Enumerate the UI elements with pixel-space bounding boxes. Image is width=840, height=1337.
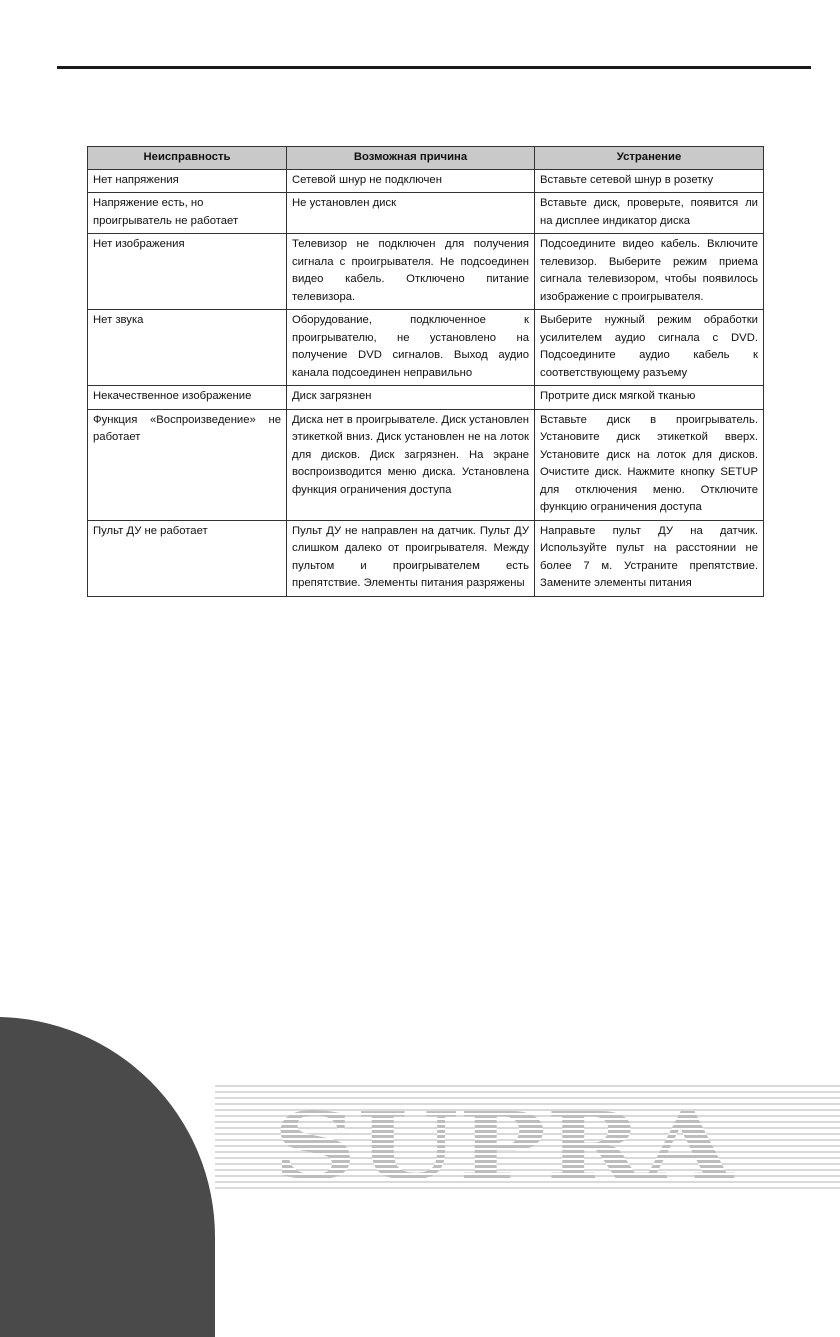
table-row xyxy=(88,234,764,310)
solution-cell: Направьте пульт ДУ на датчик. Используйте пульт на расстоянии не более 7 м. Устраните препятствие. Замените элементы питания xyxy=(535,520,764,596)
cause-cell: Диск загрязнен xyxy=(287,386,535,410)
cause-cell: Сетевой шнур не подключен xyxy=(287,169,535,193)
solution-cell: Протрите диск мягкой тканью xyxy=(535,386,764,410)
table-row xyxy=(88,386,764,410)
solution-cell: Вставьте диск в проигрыватель. Установите диск этикеткой вверх. Установите диск на лоток для дисков. Очистите диск. Нажмите кнопку SETUP для отключения меню. Отключите функцию ограничения доступа xyxy=(535,409,764,520)
header-solution: Устранение xyxy=(535,147,764,170)
cause-cell: Оборудование, подключенное к проигрывателю, не установлено на получение DVD сигналов. Выход аудио канала подсоединен неправильно xyxy=(287,310,535,386)
table-row xyxy=(88,409,764,520)
header-cause: Возможная причина xyxy=(287,147,535,170)
brand-logo-text: SUPRA xyxy=(273,1100,736,1185)
table-row xyxy=(88,169,764,193)
solution-cell: Вставьте сетевой шнур в розетку xyxy=(535,169,764,193)
table-header-row xyxy=(88,147,764,170)
problem-cell: Функция «Воспроизведение» не работает xyxy=(88,409,287,520)
header-problem: Неисправность xyxy=(88,147,287,170)
corner-decoration xyxy=(0,1017,215,1337)
solution-cell: Подсоедините видео кабель. Включите телевизор. Выберите режим приема сигнала телевизором, чтобы появилось изображение с проигрывателя. xyxy=(535,234,764,310)
header-rule xyxy=(57,66,811,69)
brand-logo xyxy=(268,1100,738,1185)
problem-cell: Пульт ДУ не работает xyxy=(88,520,287,596)
problem-cell: Нет звука xyxy=(88,310,287,386)
solution-cell: Выберите нужный режим обработки усилителем аудио сигнала с DVD. Подсоедините аудио кабель к соответствующему разъему xyxy=(535,310,764,386)
cause-cell: Телевизор не подключен для получения сигнала с проигрывателя. Не подсоединен видео кабель. Отключено питание телевизора. xyxy=(287,234,535,310)
cause-cell: Диска нет в проигрывателе. Диск установлен этикеткой вниз. Диск установлен не на лоток для дисков. Диск загрязнен. На экране воспроизводится меню диска. Установлена функция ограничения доступа xyxy=(287,409,535,520)
problem-cell: Некачественное изображение xyxy=(88,386,287,410)
problem-cell: Нет напряжения xyxy=(88,169,287,193)
table-row xyxy=(88,310,764,386)
problem-cell: Нет изображения xyxy=(88,234,287,310)
troubleshooting-table xyxy=(87,146,764,597)
table-row xyxy=(88,520,764,596)
problem-cell: Напряжение есть, но проигрыватель не работает xyxy=(88,193,287,234)
cause-cell: Не установлен диск xyxy=(287,193,535,234)
cause-cell: Пульт ДУ не направлен на датчик. Пульт ДУ слишком далеко от проигрывателя. Между пультом и проигрывателем есть препятствие. Элементы питания разряжены xyxy=(287,520,535,596)
table-row xyxy=(88,193,764,234)
solution-cell: Вставьте диск, проверьте, появится ли на дисплее индикатор диска xyxy=(535,193,764,234)
